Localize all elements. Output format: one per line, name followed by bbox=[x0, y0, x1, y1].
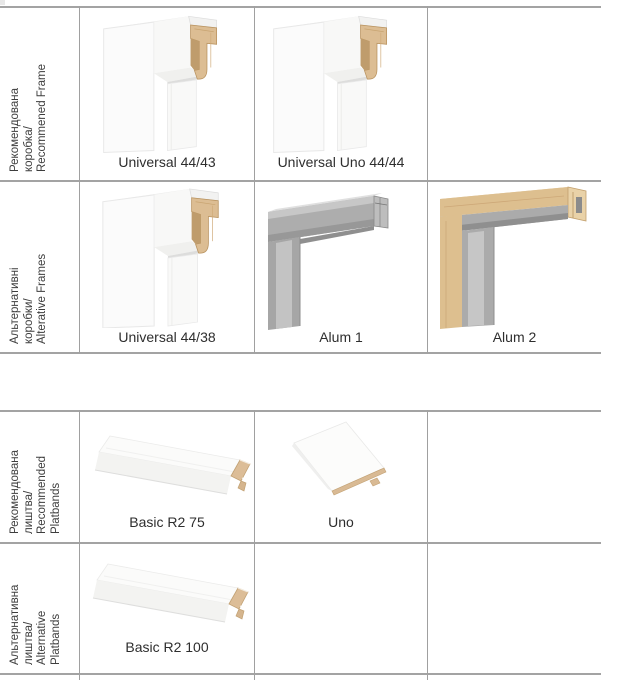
product-caption-universal-uno-44-44: Universal Uno 44/44 bbox=[277, 154, 405, 170]
row-label-line: Platbands bbox=[49, 482, 62, 534]
grid-line bbox=[427, 675, 428, 680]
row-label-line: Рекомендована bbox=[9, 88, 21, 172]
row-label-line: Alternative bbox=[36, 610, 48, 665]
row-label-line: Recommended bbox=[36, 456, 48, 534]
row-label-alternative-frames bbox=[9, 176, 50, 344]
product-image-universal-44-38 bbox=[92, 182, 237, 328]
grid-line bbox=[427, 6, 428, 353]
row-label-line: лиштва/ bbox=[22, 621, 35, 665]
row-label-line: Alterative Frames bbox=[36, 253, 48, 344]
product-caption-alum-1: Alum 1 bbox=[319, 329, 363, 345]
grid-line bbox=[254, 675, 255, 680]
product-image-universal-uno-44-44 bbox=[264, 9, 404, 153]
grid-line bbox=[0, 673, 601, 675]
grid-line bbox=[427, 410, 428, 674]
product-caption-basic-r2-100: Basic R2 100 bbox=[125, 639, 209, 655]
grid-line bbox=[79, 410, 80, 674]
row-label-line: Альтернативна bbox=[9, 584, 21, 665]
row-label-recommended-frame bbox=[9, 4, 50, 172]
product-caption-uno: Uno bbox=[328, 514, 354, 530]
row-label-alternative-platbands bbox=[9, 497, 63, 665]
product-caption-universal-44-38: Universal 44/38 bbox=[118, 329, 216, 345]
row-label-line: Альтернативні bbox=[9, 267, 21, 344]
product-image-alum-2 bbox=[436, 183, 602, 329]
product-caption-universal-44-43: Universal 44/43 bbox=[118, 154, 216, 170]
product-image-universal-44-43 bbox=[94, 9, 234, 153]
row-label-line: коробки/ bbox=[22, 298, 35, 344]
row-label-line: коробка/ bbox=[22, 126, 35, 172]
grid-line bbox=[0, 6, 601, 8]
product-caption-alum-2: Alum 2 bbox=[492, 329, 537, 345]
row-label-line: лиштва/ bbox=[22, 490, 35, 534]
grid-line bbox=[79, 6, 80, 353]
row-label-line: Platbands bbox=[49, 613, 62, 665]
grid-line bbox=[0, 352, 601, 354]
grid-line bbox=[0, 410, 601, 412]
grid-line bbox=[0, 542, 601, 544]
row-label-line: Recommened Frame bbox=[36, 63, 48, 172]
product-caption-basic-r2-75: Basic R2 75 bbox=[129, 514, 205, 530]
grid-line bbox=[0, 180, 601, 182]
grid-line bbox=[254, 6, 255, 353]
grid-line bbox=[79, 675, 80, 680]
row-label-line: Рекомендована bbox=[9, 450, 21, 534]
product-image-alum-1 bbox=[262, 188, 402, 330]
scan-artifact bbox=[0, 0, 5, 5]
product-image-basic-r2-100 bbox=[90, 548, 268, 638]
product-image-uno bbox=[282, 417, 394, 513]
product-image-basic-r2-75 bbox=[92, 420, 270, 510]
